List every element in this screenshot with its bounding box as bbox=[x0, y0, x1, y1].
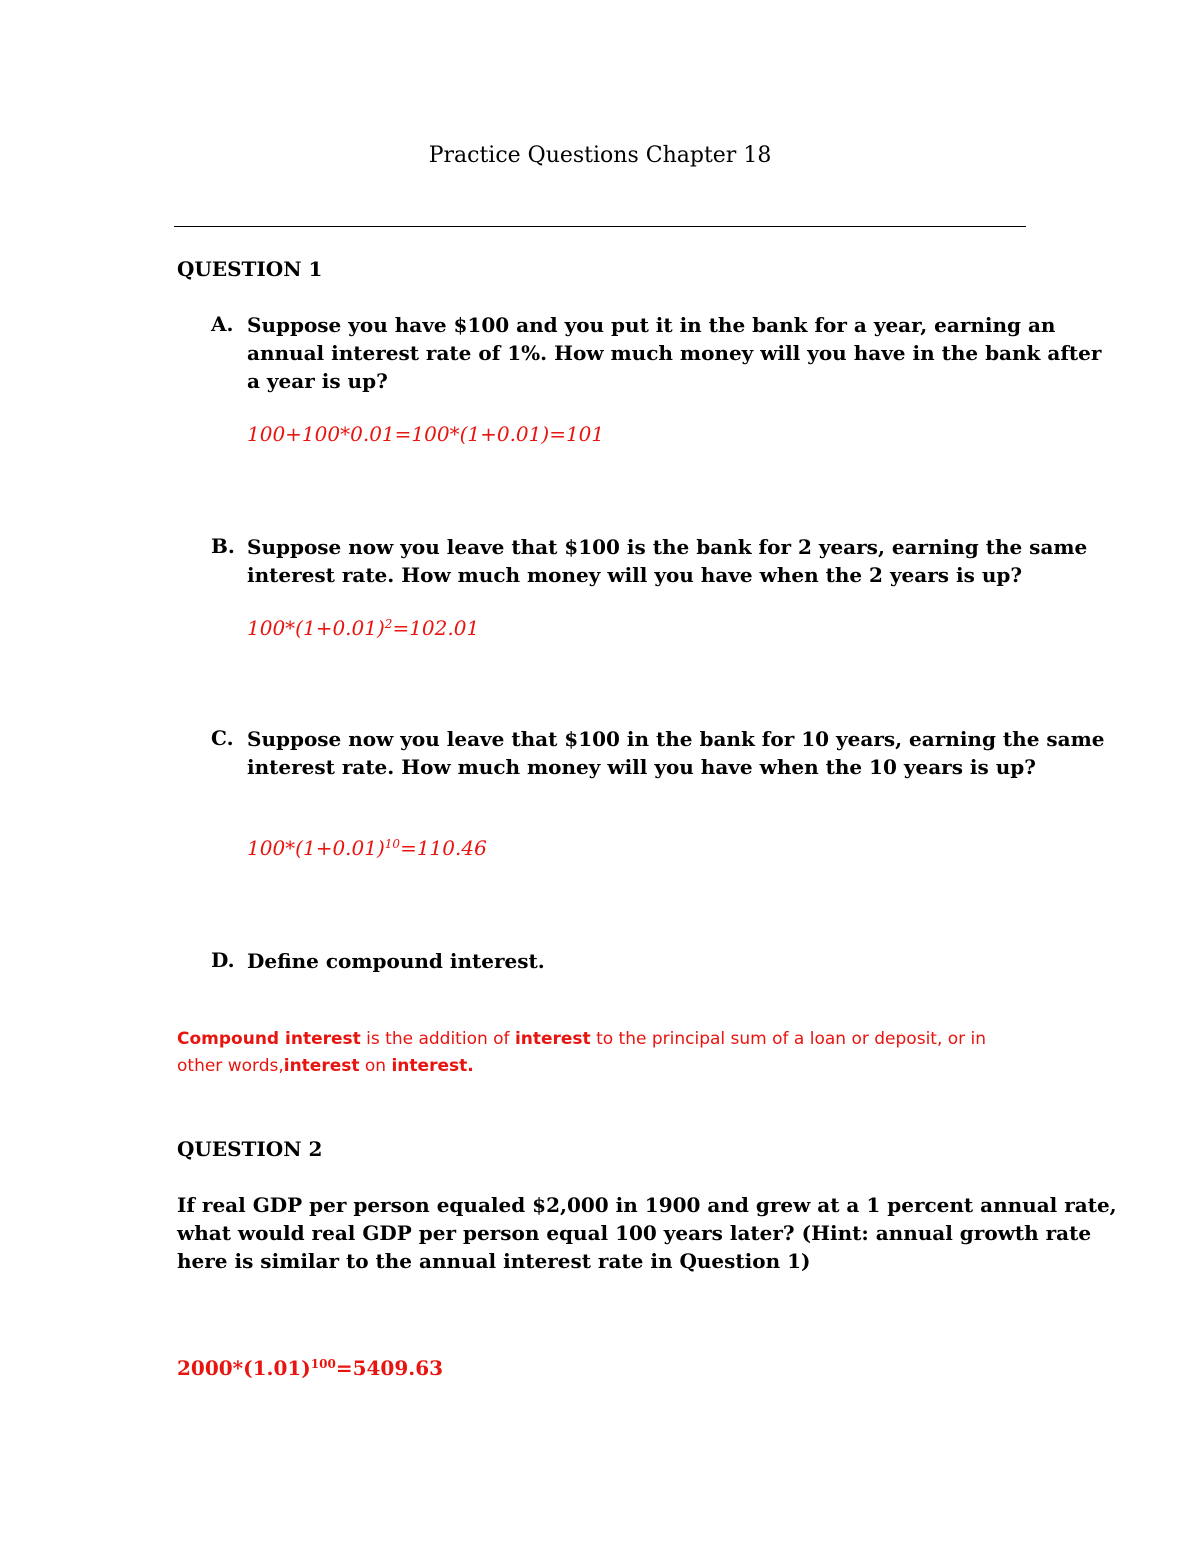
question-2-line: here is similar to the annual interest rate in Question 1) bbox=[177, 1249, 811, 1273]
question-1b-letter: B. bbox=[211, 534, 235, 558]
answer-exponent: 100 bbox=[310, 1357, 336, 1371]
question-1b-answer bbox=[247, 616, 479, 640]
question-1a-line: Suppose you have $100 and you put it in the bank for a year, earning an bbox=[247, 313, 1056, 337]
answer-exponent: 2 bbox=[384, 617, 393, 631]
question-1b-line: interest rate. How much money will you have when the 2 years is up? bbox=[247, 563, 1023, 587]
question-2-line: If real GDP per person equaled $2,000 in 1900 and grew at a 1 percent annual rate, bbox=[177, 1193, 1117, 1217]
question-1d-text: Define compound interest. bbox=[247, 949, 545, 973]
definition-line-1 bbox=[177, 1026, 986, 1053]
answer-result: =102.01 bbox=[392, 616, 480, 640]
question-1a-line: annual interest rate of 1%. How much money will you have in the bank after bbox=[247, 341, 1102, 365]
term-interest: interest bbox=[514, 1029, 591, 1049]
question-1a-letter: A. bbox=[211, 312, 234, 336]
question-2-answer bbox=[177, 1356, 443, 1380]
question-2-line: what would real GDP per person equal 100 years later? (Hint: annual growth rate bbox=[177, 1221, 1092, 1245]
definition-text: on bbox=[359, 1056, 392, 1076]
question-1c-line: interest rate. How much money will you have when the 10 years is up? bbox=[247, 755, 1036, 779]
answer-base: 100*(1+0.01) bbox=[247, 616, 385, 640]
page-title: Practice Questions Chapter 18 bbox=[428, 143, 772, 168]
question-1a-line: a year is up? bbox=[247, 369, 388, 393]
term-interest: interest. bbox=[391, 1056, 474, 1076]
definition-text: is the addition of bbox=[360, 1029, 515, 1049]
question-1c-line: Suppose now you leave that $100 in the bank for 10 years, earning the same bbox=[247, 727, 1105, 751]
question-1a-answer: 100+100*0.01=100*(1+0.01)=101 bbox=[247, 422, 605, 446]
question-1d-letter: D. bbox=[211, 948, 235, 972]
question-1c-answer bbox=[247, 836, 487, 860]
answer-base: 100*(1+0.01) bbox=[247, 836, 385, 860]
title-divider bbox=[174, 226, 1026, 227]
term-interest: interest bbox=[283, 1056, 360, 1076]
question-1b-line: Suppose now you leave that $100 is the bank for 2 years, earning the same bbox=[247, 535, 1088, 559]
question-2-text bbox=[177, 1191, 1117, 1275]
answer-exponent: 10 bbox=[384, 837, 401, 851]
question-1-heading: QUESTION 1 bbox=[177, 257, 323, 281]
definition-line-2 bbox=[177, 1053, 986, 1080]
answer-base: 2000*(1.01) bbox=[177, 1356, 311, 1380]
question-2-heading: QUESTION 2 bbox=[177, 1137, 323, 1161]
question-1c-text bbox=[247, 725, 1104, 781]
definition-text: other words, bbox=[177, 1056, 284, 1076]
question-1b-text bbox=[247, 533, 1087, 589]
answer-result: =110.46 bbox=[400, 836, 487, 860]
answer-result: =5409.63 bbox=[335, 1356, 444, 1380]
compound-interest-definition bbox=[177, 1026, 986, 1080]
term-compound-interest: Compound interest bbox=[177, 1029, 361, 1049]
question-1a-text bbox=[247, 311, 1101, 395]
definition-text: to the principal sum of a loan or deposit, or in bbox=[590, 1029, 987, 1049]
question-1c-letter: C. bbox=[211, 726, 234, 750]
